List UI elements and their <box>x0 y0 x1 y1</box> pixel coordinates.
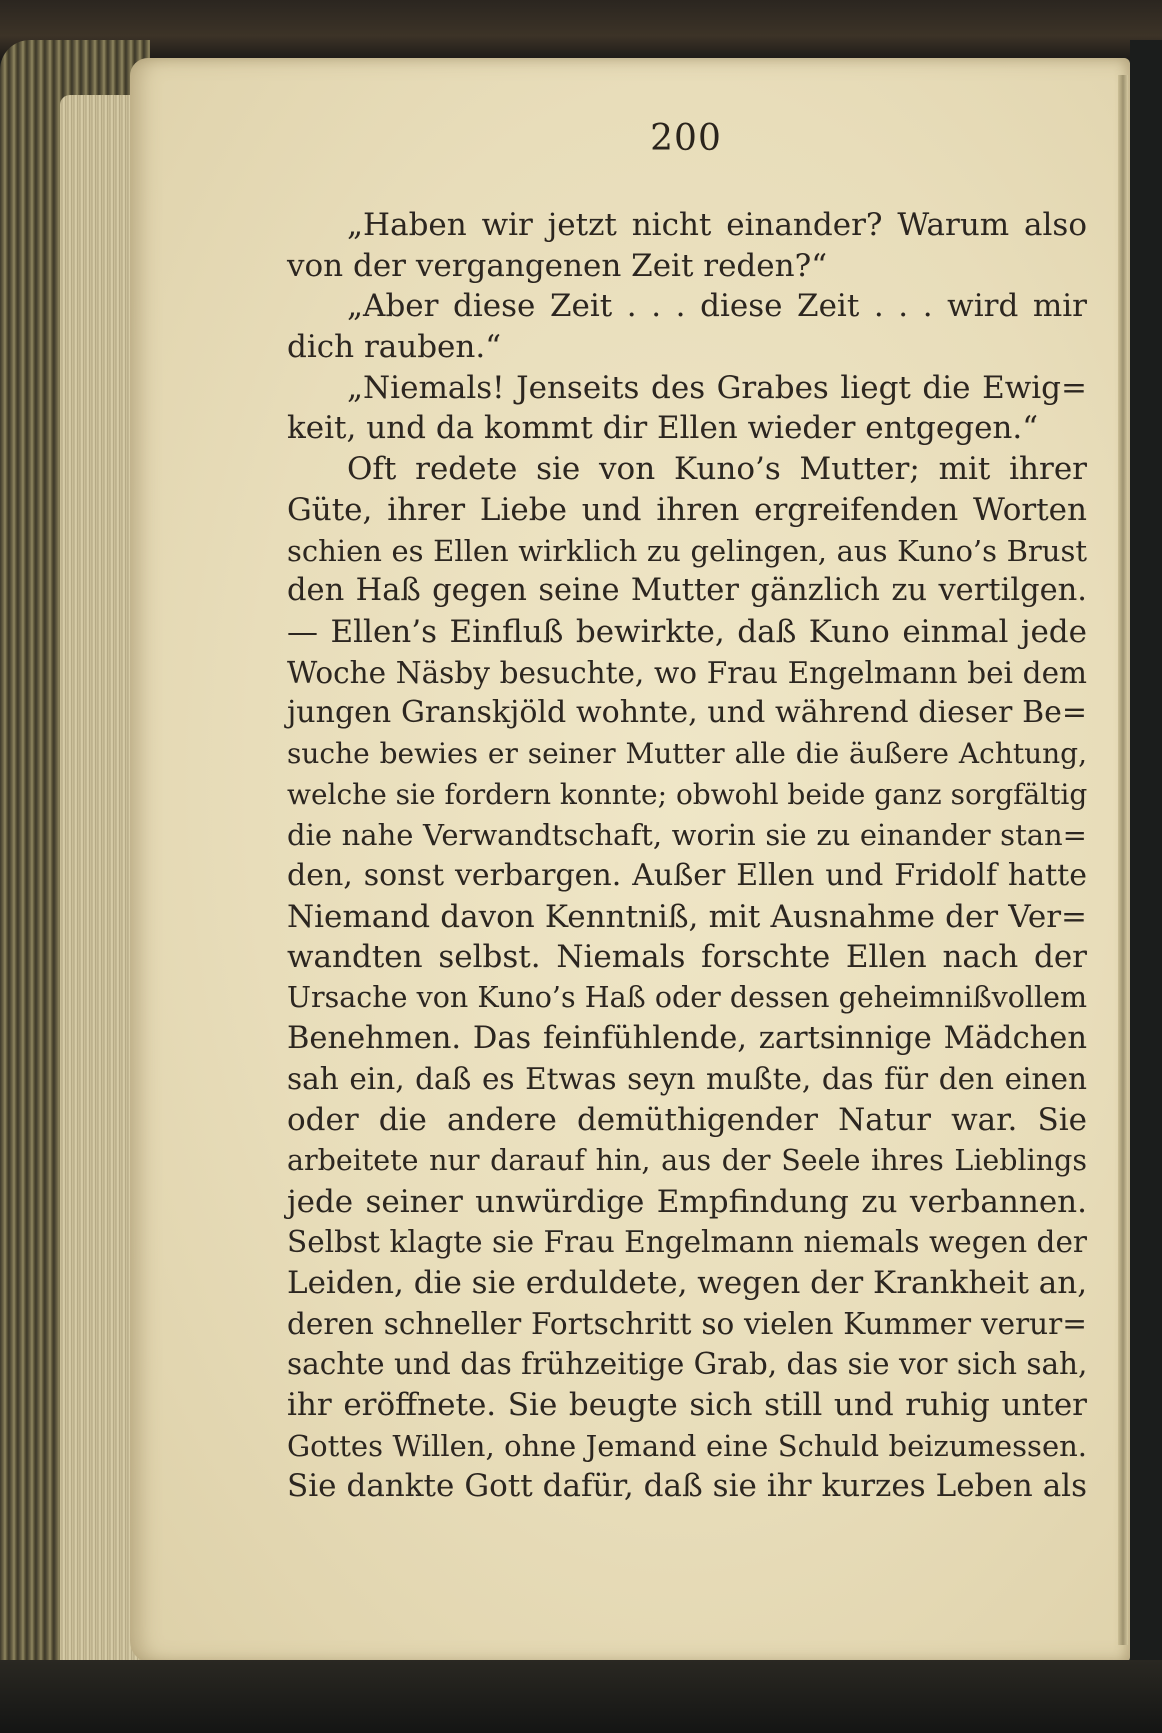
text-line: wandten selbst. Niemals forschte Ellen nach der <box>287 939 1087 976</box>
text-line: schien es Ellen wirklich zu gelingen, aus Kuno’s Brust <box>287 533 1087 568</box>
text-line: „Niemals! Jenseits des Grabes liegt die Ewig= <box>347 369 1087 406</box>
text-line: „Haben wir jetzt nicht einander? Warum also <box>347 207 1087 243</box>
text-line: ihr eröffnete. Sie beugte sich still und ruhig unter <box>287 1386 1087 1423</box>
text-line: Sie dankte Gott dafür, daß sie ihr kurzes Leben als <box>287 1468 1087 1505</box>
text-line: jede seiner unwürdige Empfindung zu verbannen. <box>287 1183 1087 1220</box>
text-line: Selbst klagte sie Frau Engelmann niemals wegen der <box>287 1225 1087 1260</box>
text-line: Woche Näsby besuchte, wo Frau Engelmann bei dem <box>287 655 1087 690</box>
text-line: welche sie fordern konnte; obwohl beide ganz sorgfältig <box>287 777 1088 811</box>
page-gutter <box>1118 75 1128 1645</box>
text-line: von der vergangenen Zeit reden?“ <box>287 247 828 284</box>
page-number: 200 <box>650 118 722 159</box>
text-line: Oft redete sie von Kuno’s Mutter; mit ihrer <box>347 451 1087 488</box>
text-line: Gottes Willen, ohne Jemand eine Schuld beizumessen. <box>287 1428 1087 1463</box>
text-line: den Haß gegen seine Mutter gänzlich zu vertilgen. <box>287 573 1087 609</box>
text-line: sachte und das frühzeitige Grab, das sie vor sich sah, <box>287 1347 1088 1382</box>
body-text <box>287 205 1087 1507</box>
text-line: den, sonst verbargen. Außer Ellen und Fridolf hatte <box>287 858 1087 893</box>
text-line: oder die andere demüthigender Natur war. Sie <box>287 1102 1087 1139</box>
text-line: dich rauben.“ <box>287 329 502 366</box>
text-line: Ursache von Kuno’s Haß oder dessen geheimnißvollem <box>287 981 1087 1015</box>
text-line: Benehmen. Das feinfühlende, zartsinnige Mädchen <box>287 1020 1087 1056</box>
text-line: „Aber diese Zeit . . . diese Zeit . . . wird mir <box>347 288 1087 325</box>
text-line: jungen Granskjöld wohnte, und während dieser Be= <box>287 695 1087 731</box>
text-line: sah ein, daß es Etwas seyn mußte, das für den einen <box>287 1062 1087 1097</box>
text-line: keit, und da kommt dir Ellen wieder entgegen.“ <box>287 410 1039 447</box>
text-line: Güte, ihrer Liebe und ihren ergreifenden Worten <box>287 491 1087 528</box>
text-line: arbeitete nur darauf hin, aus der Seele ihres Lieblings <box>287 1143 1087 1177</box>
text-line: Niemand davon Kenntniß, mit Ausnahme der Ver= <box>287 898 1087 935</box>
text-line: Leiden, die sie erduldete, wegen der Krankheit an, <box>287 1264 1088 1301</box>
text-line: — Ellen’s Einfluß bewirkte, daß Kuno einmal jede <box>287 613 1087 650</box>
scan-right-edge <box>1130 40 1162 1700</box>
page-edges <box>0 40 150 1680</box>
text-line: suche bewies er seiner Mutter alle die äußere Achtung, <box>287 736 1087 770</box>
book-cover-top <box>0 0 1162 60</box>
text-line: deren schneller Fortschritt so vielen Kummer verur= <box>287 1306 1087 1341</box>
text-line: die nahe Verwandtschaft, worin sie zu einander stan= <box>287 818 1087 853</box>
book-cover-bottom <box>0 1660 1162 1733</box>
